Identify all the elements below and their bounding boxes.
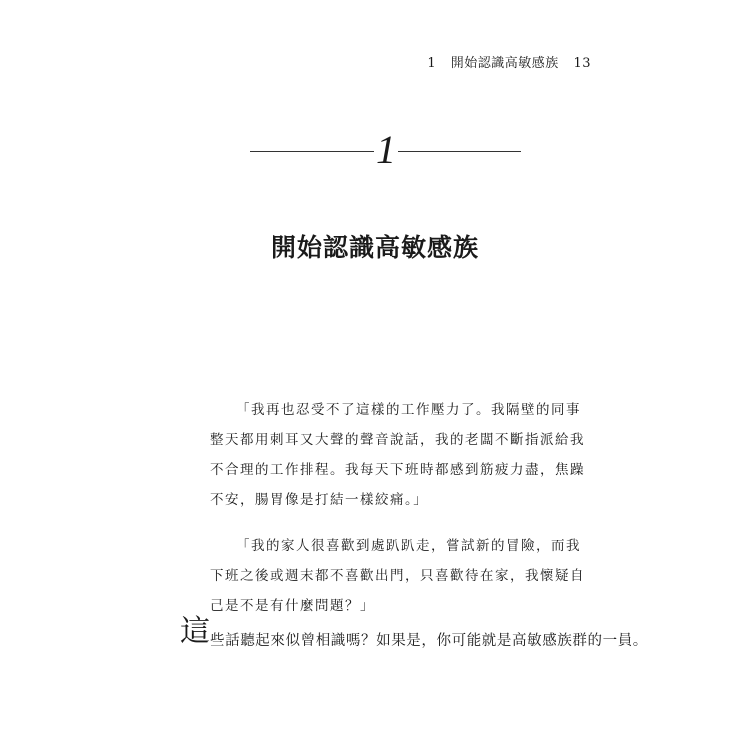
drop-cap: 這 bbox=[180, 614, 210, 649]
page-number: 13 bbox=[573, 56, 591, 71]
chapter-number: 1 bbox=[376, 127, 396, 172]
closing-text: 些話聽起來似曾相識嗎？如果是，你可能就是高敏感族群的一員。 bbox=[210, 633, 648, 649]
quote-paragraph-2: 「我的家人很喜歡到處趴趴走，嘗試新的冒險，而我下班之後或週末都不喜歡出門，只喜歡待在家，我懷疑自己是不是有什麼問題？」 bbox=[210, 537, 585, 614]
chapter-rule-right bbox=[398, 151, 521, 152]
chapter-rule-left bbox=[250, 151, 374, 152]
running-head-chapter-number: 1 bbox=[427, 56, 437, 71]
closing-paragraph bbox=[180, 614, 648, 650]
running-head bbox=[427, 52, 591, 71]
chapter-title: 開始認識高敏感族 bbox=[270, 233, 479, 262]
quote-paragraph-1: 「我再也忍受不了這樣的工作壓力了。我隔壁的同事整天都用刺耳又大聲的聲音說話，我的老闆不斷指派給我不合理的工作排程。我每天下班時都感到筋疲力盡，焦躁不安，腸胃像是打結一樣絞痛。」 bbox=[210, 401, 585, 508]
running-head-chapter-title: 開始認識高敏感族 bbox=[450, 56, 559, 71]
